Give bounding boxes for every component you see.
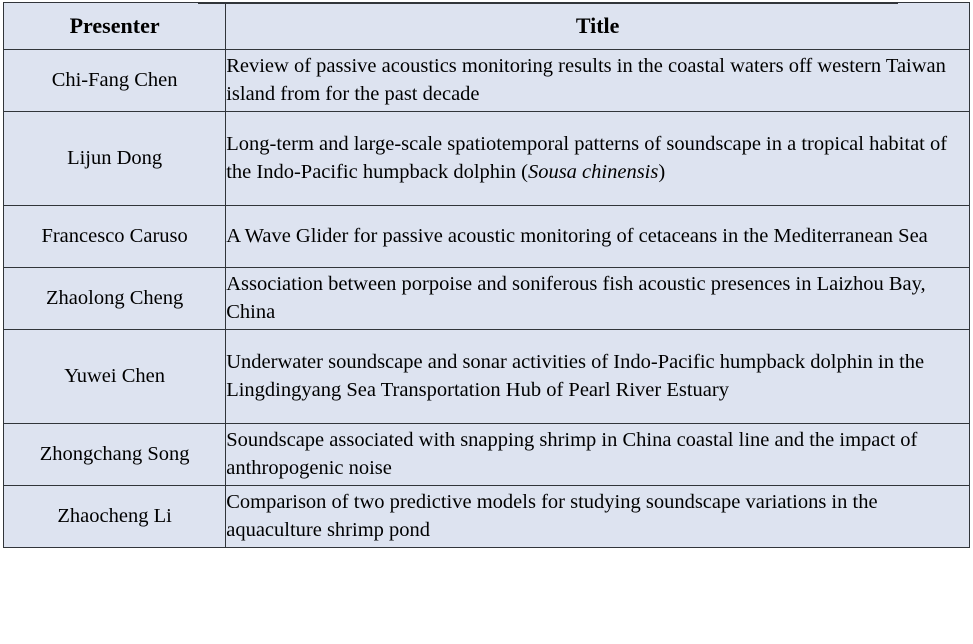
presenter-title-table — [3, 2, 970, 548]
cell-presenter: Francesco Caruso — [4, 206, 226, 268]
title-text-pre: Association between porpoise and soniferous fish acoustic presences in Laizhou Bay, China — [226, 273, 926, 323]
title-text-pre: Long-term and large-scale spatiotemporal patterns of soundscape in a tropical habitat of the Indo-Pacific humpback dolphin ( — [226, 133, 948, 183]
cell-title — [226, 206, 970, 268]
cell-presenter: Chi-Fang Chen — [4, 50, 226, 112]
table-header-row — [4, 3, 970, 50]
title-text-pre: Underwater soundscape and sonar activities of Indo-Pacific humpback dolphin in the Lingdingyang Sea Transportation Hub of Pearl River Estuary — [226, 351, 925, 401]
cell-presenter: Lijun Dong — [4, 112, 226, 206]
title-text-pre: A Wave Glider for passive acoustic monitoring of cetaceans in the Mediterranean Sea — [226, 224, 928, 247]
table-row — [4, 206, 970, 268]
title-text-pre: Soundscape associated with snapping shrimp in China coastal line and the impact of anthropogenic noise — [226, 429, 918, 479]
cell-presenter: Zhaocheng Li — [4, 486, 226, 548]
table-row — [4, 424, 970, 486]
table-row — [4, 486, 970, 548]
table-row — [4, 268, 970, 330]
cell-title — [226, 50, 970, 112]
cell-presenter: Yuwei Chen — [4, 330, 226, 424]
top-rule — [198, 2, 898, 4]
title-text-post: ) — [658, 160, 666, 183]
title-text-italic: Sousa chinensis — [527, 160, 659, 183]
table-row — [4, 112, 970, 206]
cell-title — [226, 424, 970, 486]
title-text-pre: Review of passive acoustics monitoring results in the coastal waters off western Taiwan island from for the past decade — [226, 55, 946, 105]
table-row — [4, 50, 970, 112]
column-header-title: Title — [226, 3, 970, 50]
cell-title — [226, 112, 970, 206]
column-header-presenter: Presenter — [4, 3, 226, 50]
table-header — [4, 3, 970, 50]
table-body — [4, 50, 970, 548]
cell-title — [226, 268, 970, 330]
cell-title — [226, 330, 970, 424]
title-text-pre: Comparison of two predictive models for studying soundscape variations in the aquaculture shrimp pond — [226, 491, 878, 541]
document-page — [0, 2, 973, 644]
table-row — [4, 330, 970, 424]
cell-title — [226, 486, 970, 548]
cell-presenter: Zhongchang Song — [4, 424, 226, 486]
cell-presenter: Zhaolong Cheng — [4, 268, 226, 330]
